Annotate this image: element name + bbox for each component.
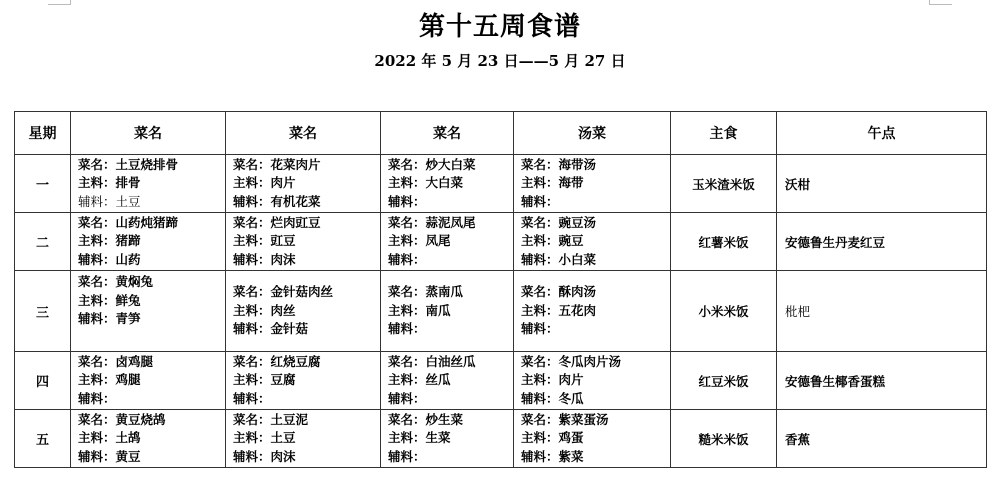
- staple-cell: 玉米渣米饭: [671, 155, 777, 213]
- main-ingredient: 主料：豆腐: [233, 372, 296, 388]
- dish-cell: [71, 213, 226, 271]
- main-ingredient: 主料：豌豆: [521, 233, 584, 249]
- staple-cell: 红豆米饭: [671, 352, 777, 410]
- column-header-dish-3: 菜名: [381, 112, 514, 155]
- dish-name: 菜名：红烧豆腐: [233, 353, 321, 369]
- dish-name: 菜名：豌豆汤: [521, 214, 597, 230]
- staple-cell: 小米米饭: [671, 271, 777, 352]
- weekday-cell: 一: [15, 155, 71, 213]
- side-ingredient: 辅料：: [388, 251, 426, 267]
- main-ingredient: 主料：海带: [521, 175, 584, 191]
- dish-name: 菜名：黄豆烧鸪: [78, 411, 166, 427]
- soup-cell: [514, 271, 671, 352]
- side-ingredient: 辅料：: [388, 321, 426, 337]
- dish-cell: [226, 155, 381, 213]
- dish-cell: [381, 155, 514, 213]
- table-row: [15, 352, 987, 410]
- date-range: 2022 年 5 月 23 日——5 月 27 日: [374, 52, 626, 70]
- side-ingredient: 辅料：有机花菜: [233, 193, 321, 209]
- side-ingredient: 辅料：: [521, 193, 559, 209]
- side-ingredient: 辅料：: [388, 448, 426, 464]
- main-ingredient: 主料：鲜兔: [78, 292, 141, 308]
- dish-name: 菜名：紫菜蛋汤: [521, 411, 609, 427]
- main-ingredient: 主料：南瓜: [388, 302, 451, 318]
- dish-name: 菜名：花菜肉片: [233, 156, 321, 172]
- side-ingredient: 辅料：冬瓜: [521, 390, 584, 406]
- dish-cell: [71, 410, 226, 468]
- soup-cell: [514, 410, 671, 468]
- main-ingredient: 主料：土豆: [233, 430, 296, 446]
- side-ingredient: 辅料：黄豆: [78, 448, 141, 464]
- dish-cell: [226, 213, 381, 271]
- page-corner-mark-right: [929, 0, 952, 5]
- dish-cell: [71, 271, 226, 352]
- main-ingredient: 主料：鸡蛋: [521, 430, 584, 446]
- main-ingredient: 主料：生菜: [388, 430, 451, 446]
- side-ingredient: 辅料：肉沫: [233, 448, 296, 464]
- soup-cell: [514, 213, 671, 271]
- dish-name: 菜名：酥肉汤: [521, 284, 597, 300]
- dish-cell: [226, 352, 381, 410]
- soup-cell: [514, 155, 671, 213]
- dish-name: 菜名：烂肉豇豆: [233, 214, 321, 230]
- snack-cell: 枇杷: [777, 271, 987, 352]
- dish-name: 菜名：土豆泥: [233, 411, 309, 427]
- dish-name: 菜名：海带汤: [521, 156, 597, 172]
- column-header-weekday: 星期: [15, 112, 71, 155]
- main-ingredient: 主料：豇豆: [233, 233, 296, 249]
- side-ingredient: 辅料：金针菇: [233, 321, 309, 337]
- staple-cell: 红薯米饭: [671, 213, 777, 271]
- weekday-cell: 二: [15, 213, 71, 271]
- dish-name: 菜名：白油丝瓜: [388, 353, 476, 369]
- column-header-dish-2: 菜名: [226, 112, 381, 155]
- side-ingredient: 辅料：: [388, 193, 426, 209]
- dish-cell: [71, 352, 226, 410]
- soup-cell: [514, 352, 671, 410]
- main-ingredient: 主料：丝瓜: [388, 372, 451, 388]
- dish-cell: [226, 410, 381, 468]
- page-title: 第十五周食谱: [418, 12, 581, 42]
- main-ingredient: 主料：肉丝: [233, 302, 296, 318]
- dish-name: 菜名：蒜泥凤尾: [388, 214, 476, 230]
- side-ingredient: 辅料：肉沫: [233, 251, 296, 267]
- dish-name: 菜名：黄焖兔: [78, 274, 154, 289]
- main-ingredient: 主料：五花肉: [521, 302, 597, 318]
- side-ingredient: 辅料：: [78, 390, 116, 406]
- side-ingredient: 辅料：紫菜: [521, 448, 584, 464]
- table-row: [15, 155, 987, 213]
- page-corner-mark-left: [48, 0, 71, 5]
- dish-cell: [381, 213, 514, 271]
- main-ingredient: 主料：凤尾: [388, 233, 451, 249]
- dish-name: 菜名：土豆烧排骨: [78, 156, 179, 172]
- side-ingredient: 辅料：山药: [78, 251, 141, 267]
- dish-name: 菜名：山药炖猪蹄: [78, 214, 179, 230]
- table-row: [15, 410, 987, 468]
- column-header-dish-1: 菜名: [71, 112, 226, 155]
- dish-name: 菜名：蒸南瓜: [388, 284, 464, 300]
- dish-name: 菜名：金针菇肉丝: [233, 284, 334, 300]
- weekday-cell: 四: [15, 352, 71, 410]
- column-header-soup: 汤菜: [514, 112, 671, 155]
- main-ingredient: 主料：肉片: [233, 175, 296, 191]
- staple-cell: 糙米米饭: [671, 410, 777, 468]
- dish-cell: [381, 271, 514, 352]
- table-row: [15, 271, 987, 352]
- column-header-staple: 主食: [671, 112, 777, 155]
- snack-cell: 安德鲁生丹麦红豆: [777, 213, 987, 271]
- snack-cell: 安德鲁生椰香蛋糕: [777, 352, 987, 410]
- table-header-row: [15, 112, 987, 155]
- snack-cell: 香蕉: [777, 410, 987, 468]
- side-ingredient: 辅料：土豆: [78, 193, 141, 209]
- weekday-cell: 三: [15, 271, 71, 352]
- main-ingredient: 主料：排骨: [78, 175, 141, 191]
- main-ingredient: 主料：猪蹄: [78, 233, 141, 249]
- side-ingredient: 辅料：: [233, 390, 271, 406]
- side-ingredient: 辅料：小白菜: [521, 251, 597, 267]
- dish-cell: [381, 410, 514, 468]
- dish-cell: [71, 155, 226, 213]
- main-ingredient: 主料：肉片: [521, 372, 584, 388]
- dish-name: 菜名：炒生菜: [388, 411, 464, 427]
- main-ingredient: 主料：土鸪: [78, 430, 141, 446]
- dish-name: 菜名：冬瓜肉片汤: [521, 353, 622, 369]
- main-ingredient: 主料：鸡腿: [78, 372, 141, 388]
- side-ingredient: 辅料：青笋: [78, 311, 141, 326]
- main-ingredient: 主料：大白菜: [388, 175, 464, 191]
- column-header-snack: 午点: [777, 112, 987, 155]
- menu-table: [14, 111, 987, 468]
- weekday-cell: 五: [15, 410, 71, 468]
- dish-name: 菜名：卤鸡腿: [78, 353, 154, 369]
- snack-cell: 沃柑: [777, 155, 987, 213]
- dish-cell: [381, 352, 514, 410]
- dish-name: 菜名：炒大白菜: [388, 156, 476, 172]
- side-ingredient: 辅料：: [521, 321, 559, 337]
- dish-cell: [226, 271, 381, 352]
- side-ingredient: 辅料：: [388, 390, 426, 406]
- table-row: [15, 213, 987, 271]
